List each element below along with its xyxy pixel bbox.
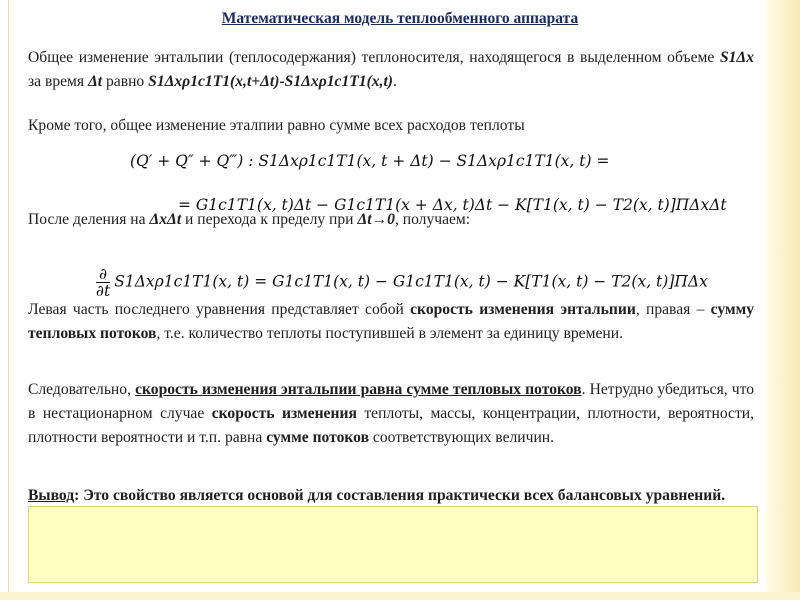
bold-heat-flows: сумму тепловых потоков: [28, 301, 754, 342]
equation-balance-line2: = G1c1T1(x, t)Δt − G1c1T1(x + Δx, t)Δt − K[T1(x, t) − T2(x, t)]ΠΔxΔt: [178, 196, 727, 214]
paragraph-heat-sum: Кроме того, общее изменение эталпии равно сумме всех расходов теплоты: [28, 117, 525, 134]
page-title: Математическая модель теплообменного аппарата: [221, 10, 579, 27]
slide-frame-right: [766, 0, 800, 600]
math-time-step: Δt: [88, 73, 103, 90]
paragraph-limit: После деления на ΔxΔt и перехода к пределу при Δt→0, получаем:: [28, 211, 471, 228]
underlined-statement: скорость изменения энтальпии равна сумме тепловых потоков: [135, 381, 582, 398]
bold-enthalpy-rate: скорость изменения энтальпии: [410, 301, 636, 318]
slide-frame-bottom: [0, 592, 800, 600]
partial-derivative-fraction: $\frac{\partial}{\partial t}$: [96, 265, 111, 300]
paragraph-enthalpy-change: Общее изменение энтальпии (теплосодержания) теплоносителя, находящегося в выделенном объеме S1Δx за время Δt равно S1Δxρ1c1T1(x,t+Δt)-S1Δxρ1c1T1(x,t).: [28, 49, 754, 90]
equation-balance-line1: (Q′ + Q″ + Q‴) : S1Δxρ1c1T1(x, t + Δt) − S1Δxρ1c1T1(x, t) =: [130, 152, 610, 170]
math-limit: Δt→0: [357, 211, 395, 228]
math-volume: S1Δx: [719, 49, 754, 66]
math-enthalpy-diff: S1Δxρ1c1T1(x,t+Δt)-S1Δxρ1c1T1(x,t): [148, 73, 393, 90]
bold-rate-of-change: скорость изменения: [211, 405, 357, 422]
bold-sum-of-flows: сумме потоков: [266, 429, 370, 446]
equation-differential: $\frac{\partial}{\partial t}$ S1Δxρ1c1T1(x, t) = G1c1T1(x, t) − G1c1T1(x, t) − K[T1(x, t) − T2(x, t)]ΠΔx: [96, 265, 708, 300]
math-divisor: ΔxΔt: [149, 211, 182, 228]
paragraph-consequence: Следовательно, скорость изменения энтальпии равна сумме тепловых потоков. Нетрудно убедиться, что в нестационарном случае скорость изменения теплоты, массы, концентрации, плотности, вероятности, плотности вероятности и т.п. равна сумме потоков соответствующих величин.: [28, 381, 755, 446]
slide-frame-left: [8, 0, 9, 600]
conclusion-label: Вывод: [28, 487, 75, 504]
paragraph-interpretation: Левая часть последнего уравнения представляет собой скорость изменения энтальпии, правая – сумму тепловых потоков, т.е. количество теплоты поступившей в элемент за единицу времени.: [28, 301, 754, 342]
paragraph-conclusion: Вывод: Это свойство является основой для составления практически всех балансовых уравнений.: [28, 487, 726, 504]
note-box: [28, 506, 758, 583]
